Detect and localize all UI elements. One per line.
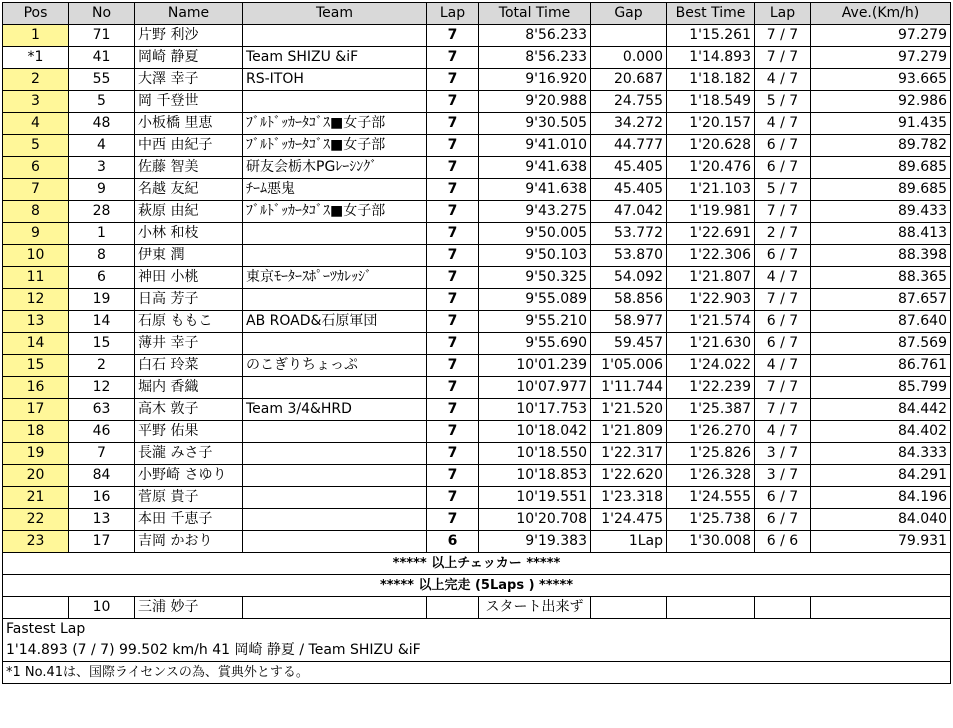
team-cell: ﾁｰﾑ悪鬼 <box>243 179 427 201</box>
number-cell: 19 <box>69 289 135 311</box>
best-time-cell: 1'18.549 <box>667 91 755 113</box>
team-cell <box>243 443 427 465</box>
best-time-cell: 1'22.239 <box>667 377 755 399</box>
position-cell: 21 <box>3 487 69 509</box>
total-time-cell: 9'30.505 <box>479 113 591 135</box>
average-speed-cell: 86.761 <box>811 355 951 377</box>
best-lap-cell: 5 / 7 <box>755 179 811 201</box>
average-speed-cell: 85.799 <box>811 377 951 399</box>
team-cell <box>243 465 427 487</box>
best-lap-cell: 3 / 7 <box>755 465 811 487</box>
best-lap-cell: 4 / 7 <box>755 69 811 91</box>
average-speed-cell: 88.413 <box>811 223 951 245</box>
position-cell: 11 <box>3 267 69 289</box>
position-cell: 8 <box>3 201 69 223</box>
number-cell: 17 <box>69 531 135 553</box>
total-time-cell: 9'55.690 <box>479 333 591 355</box>
laps-cell: 7 <box>427 421 479 443</box>
total-time-cell: 9'41.638 <box>479 179 591 201</box>
laps-cell: 7 <box>427 69 479 91</box>
header-best-time: Best Time <box>667 3 755 25</box>
average-speed-cell: 84.402 <box>811 421 951 443</box>
gap-cell: 45.405 <box>591 179 667 201</box>
number-cell: 84 <box>69 465 135 487</box>
best-lap-cell: 2 / 7 <box>755 223 811 245</box>
average-speed-cell: 97.279 <box>811 25 951 47</box>
team-cell <box>243 91 427 113</box>
best-time-cell: 1'14.893 <box>667 47 755 69</box>
total-time-cell: 9'55.210 <box>479 311 591 333</box>
table-row <box>3 113 951 135</box>
gap-cell: 58.977 <box>591 311 667 333</box>
gap-cell: 47.042 <box>591 201 667 223</box>
best-time-cell: 1'25.738 <box>667 509 755 531</box>
team-cell: ﾌﾞﾙﾄﾞｯｶｰﾀｺﾞｽ■女子部 <box>243 135 427 157</box>
number-cell: 48 <box>69 113 135 135</box>
name-cell: 本田 千恵子 <box>135 509 243 531</box>
name-cell: 小板橋 里恵 <box>135 113 243 135</box>
gap-cell: 44.777 <box>591 135 667 157</box>
name-cell: 薄井 幸子 <box>135 333 243 355</box>
laps-cell: 7 <box>427 135 479 157</box>
gap-cell: 1'05.006 <box>591 355 667 377</box>
team-cell: 東京ﾓｰﾀｰｽﾎﾟｰﾂｶﾚｯｼﾞ <box>243 267 427 289</box>
total-time-cell: 9'16.920 <box>479 69 591 91</box>
number-cell: 9 <box>69 179 135 201</box>
average-speed-cell: 97.279 <box>811 47 951 69</box>
gap-cell: 59.457 <box>591 333 667 355</box>
gap-cell: 1'24.475 <box>591 509 667 531</box>
laps-cell: 7 <box>427 157 479 179</box>
table-row <box>3 509 951 531</box>
best-time-cell: 1'24.022 <box>667 355 755 377</box>
average-speed-cell: 87.640 <box>811 311 951 333</box>
best-time-cell: 1'20.157 <box>667 113 755 135</box>
table-row <box>3 421 951 443</box>
table-row <box>3 531 951 553</box>
dns-status: スタート出来ず <box>479 597 591 619</box>
position-cell: 3 <box>3 91 69 113</box>
gap-cell: 53.772 <box>591 223 667 245</box>
average-speed-cell: 87.657 <box>811 289 951 311</box>
total-time-cell: 9'41.638 <box>479 157 591 179</box>
best-time-cell: 1'15.261 <box>667 25 755 47</box>
total-time-cell: 9'19.383 <box>479 531 591 553</box>
best-lap-cell: 7 / 7 <box>755 399 811 421</box>
total-time-cell: 8'56.233 <box>479 25 591 47</box>
laps-cell: 7 <box>427 223 479 245</box>
laps-cell: 7 <box>427 377 479 399</box>
total-time-cell: 9'43.275 <box>479 201 591 223</box>
table-row <box>3 487 951 509</box>
laps-cell: 7 <box>427 465 479 487</box>
position-cell: 17 <box>3 399 69 421</box>
number-cell: 1 <box>69 223 135 245</box>
average-speed-cell: 84.291 <box>811 465 951 487</box>
gap-cell: 1'22.317 <box>591 443 667 465</box>
laps-cell: 7 <box>427 179 479 201</box>
best-time-cell: 1'24.555 <box>667 487 755 509</box>
position-cell: 4 <box>3 113 69 135</box>
average-speed-cell: 88.398 <box>811 245 951 267</box>
team-cell <box>243 25 427 47</box>
dns-no: 10 <box>69 597 135 619</box>
total-time-cell: 10'01.239 <box>479 355 591 377</box>
results-body <box>3 25 951 553</box>
best-lap-cell: 4 / 7 <box>755 267 811 289</box>
total-time-cell: 10'18.853 <box>479 465 591 487</box>
team-cell: AB ROAD&石原軍団 <box>243 311 427 333</box>
average-speed-cell: 84.040 <box>811 509 951 531</box>
gap-cell: 0.000 <box>591 47 667 69</box>
number-cell: 28 <box>69 201 135 223</box>
number-cell: 5 <box>69 91 135 113</box>
results-sheet <box>2 2 950 684</box>
table-row <box>3 245 951 267</box>
total-time-cell: 10'18.550 <box>479 443 591 465</box>
position-cell: 10 <box>3 245 69 267</box>
table-row <box>3 201 951 223</box>
team-cell <box>243 421 427 443</box>
note-row <box>3 662 951 684</box>
best-lap-cell: 4 / 7 <box>755 421 811 443</box>
gap-cell: 1Lap <box>591 531 667 553</box>
best-time-cell: 1'21.807 <box>667 267 755 289</box>
total-time-cell: 10'19.551 <box>479 487 591 509</box>
average-speed-cell: 88.365 <box>811 267 951 289</box>
gap-cell: 24.755 <box>591 91 667 113</box>
team-cell <box>243 223 427 245</box>
best-lap-cell: 6 / 6 <box>755 531 811 553</box>
average-speed-cell: 89.782 <box>811 135 951 157</box>
team-cell: ﾌﾞﾙﾄﾞｯｶｰﾀｺﾞｽ■女子部 <box>243 113 427 135</box>
best-time-cell: 1'25.387 <box>667 399 755 421</box>
best-lap-cell: 6 / 7 <box>755 333 811 355</box>
laps-cell: 7 <box>427 245 479 267</box>
fastest-lap-detail-row <box>3 640 951 662</box>
results-table <box>2 2 951 684</box>
average-speed-cell: 89.685 <box>811 179 951 201</box>
name-cell: 平野 佑果 <box>135 421 243 443</box>
table-row <box>3 465 951 487</box>
best-lap-cell: 7 / 7 <box>755 289 811 311</box>
table-row <box>3 377 951 399</box>
number-cell: 7 <box>69 443 135 465</box>
name-cell: 萩原 由紀 <box>135 201 243 223</box>
gap-cell: 1'23.318 <box>591 487 667 509</box>
name-cell: 吉岡 かおり <box>135 531 243 553</box>
gap-cell: 1'21.520 <box>591 399 667 421</box>
table-row <box>3 311 951 333</box>
name-cell: 中西 由紀子 <box>135 135 243 157</box>
gap-cell: 34.272 <box>591 113 667 135</box>
table-row <box>3 333 951 355</box>
table-row <box>3 223 951 245</box>
laps-cell: 7 <box>427 487 479 509</box>
position-cell: 23 <box>3 531 69 553</box>
dns-lap <box>427 597 479 619</box>
position-cell: *1 <box>3 47 69 69</box>
number-cell: 8 <box>69 245 135 267</box>
best-lap-cell: 6 / 7 <box>755 135 811 157</box>
table-row <box>3 179 951 201</box>
name-cell: 石原 ももこ <box>135 311 243 333</box>
total-time-cell: 8'56.233 <box>479 47 591 69</box>
average-speed-cell: 84.442 <box>811 399 951 421</box>
best-time-cell: 1'25.826 <box>667 443 755 465</box>
header-total-time: Total Time <box>479 3 591 25</box>
best-time-cell: 1'21.103 <box>667 179 755 201</box>
position-cell: 7 <box>3 179 69 201</box>
best-lap-cell: 7 / 7 <box>755 25 811 47</box>
best-lap-cell: 6 / 7 <box>755 245 811 267</box>
best-time-cell: 1'22.903 <box>667 289 755 311</box>
position-cell: 15 <box>3 355 69 377</box>
position-cell: 6 <box>3 157 69 179</box>
name-cell: 菅原 貴子 <box>135 487 243 509</box>
header-lap: Lap <box>427 3 479 25</box>
header-gap: Gap <box>591 3 667 25</box>
gap-cell: 1'11.744 <box>591 377 667 399</box>
team-cell <box>243 333 427 355</box>
checker-text: ***** 以上チェッカー ***** <box>3 553 951 575</box>
laps-cell: 7 <box>427 289 479 311</box>
name-cell: 片野 利沙 <box>135 25 243 47</box>
position-cell: 16 <box>3 377 69 399</box>
average-speed-cell: 87.569 <box>811 333 951 355</box>
position-cell: 2 <box>3 69 69 91</box>
name-cell: 佐藤 智美 <box>135 157 243 179</box>
fastest-lap-detail: 1'14.893 (7 / 7) 99.502 km/h 41 岡崎 静夏 / Team SHIZU &iF <box>3 640 951 662</box>
header-pos: Pos <box>3 3 69 25</box>
best-lap-cell: 6 / 7 <box>755 311 811 333</box>
laps-cell: 7 <box>427 443 479 465</box>
table-row <box>3 267 951 289</box>
position-cell: 19 <box>3 443 69 465</box>
gap-cell: 45.405 <box>591 157 667 179</box>
laps-cell: 7 <box>427 25 479 47</box>
name-cell: 白石 玲菜 <box>135 355 243 377</box>
laps-cell: 7 <box>427 47 479 69</box>
name-cell: 堀内 香織 <box>135 377 243 399</box>
total-time-cell: 9'50.325 <box>479 267 591 289</box>
finish-row <box>3 575 951 597</box>
total-time-cell: 10'20.708 <box>479 509 591 531</box>
laps-cell: 7 <box>427 201 479 223</box>
best-time-cell: 1'18.182 <box>667 69 755 91</box>
team-cell: RS-ITOH <box>243 69 427 91</box>
gap-cell: 54.092 <box>591 267 667 289</box>
name-cell: 小林 和枝 <box>135 223 243 245</box>
dns-row <box>3 597 951 619</box>
position-cell: 22 <box>3 509 69 531</box>
average-speed-cell: 84.196 <box>811 487 951 509</box>
team-cell: Team SHIZU &iF <box>243 47 427 69</box>
number-cell: 15 <box>69 333 135 355</box>
fastest-lap-label-row <box>3 619 951 641</box>
team-cell <box>243 289 427 311</box>
number-cell: 55 <box>69 69 135 91</box>
number-cell: 6 <box>69 267 135 289</box>
number-cell: 14 <box>69 311 135 333</box>
average-speed-cell: 93.665 <box>811 69 951 91</box>
number-cell: 71 <box>69 25 135 47</box>
name-cell: 伊東 潤 <box>135 245 243 267</box>
name-cell: 岡崎 静夏 <box>135 47 243 69</box>
team-cell <box>243 509 427 531</box>
laps-cell: 7 <box>427 355 479 377</box>
total-time-cell: 9'50.103 <box>479 245 591 267</box>
number-cell: 41 <box>69 47 135 69</box>
header-no: No <box>69 3 135 25</box>
table-row <box>3 443 951 465</box>
team-cell: 研友会栃木PGﾚｰｼﾝｸﾞ <box>243 157 427 179</box>
best-time-cell: 1'26.328 <box>667 465 755 487</box>
table-row <box>3 355 951 377</box>
laps-cell: 7 <box>427 267 479 289</box>
name-cell: 岡 千登世 <box>135 91 243 113</box>
number-cell: 46 <box>69 421 135 443</box>
dns-gap <box>591 597 667 619</box>
team-cell: Team 3/4&HRD <box>243 399 427 421</box>
total-time-cell: 9'55.089 <box>479 289 591 311</box>
laps-cell: 6 <box>427 531 479 553</box>
table-row <box>3 289 951 311</box>
header-best-lap: Lap <box>755 3 811 25</box>
best-lap-cell: 7 / 7 <box>755 47 811 69</box>
laps-cell: 7 <box>427 509 479 531</box>
best-lap-cell: 5 / 7 <box>755 91 811 113</box>
position-cell: 12 <box>3 289 69 311</box>
best-lap-cell: 3 / 7 <box>755 443 811 465</box>
dns-team <box>243 597 427 619</box>
total-time-cell: 10'17.753 <box>479 399 591 421</box>
average-speed-cell: 79.931 <box>811 531 951 553</box>
best-lap-cell: 6 / 7 <box>755 509 811 531</box>
best-time-cell: 1'30.008 <box>667 531 755 553</box>
best-lap-cell: 7 / 7 <box>755 377 811 399</box>
header-row <box>3 3 951 25</box>
average-speed-cell: 92.986 <box>811 91 951 113</box>
total-time-cell: 10'07.977 <box>479 377 591 399</box>
team-cell: ﾌﾞﾙﾄﾞｯｶｰﾀｺﾞｽ■女子部 <box>243 201 427 223</box>
gap-cell: 20.687 <box>591 69 667 91</box>
laps-cell: 7 <box>427 311 479 333</box>
name-cell: 神田 小桃 <box>135 267 243 289</box>
name-cell: 高木 敦子 <box>135 399 243 421</box>
best-time-cell: 1'19.981 <box>667 201 755 223</box>
number-cell: 63 <box>69 399 135 421</box>
name-cell: 長瀧 みさ子 <box>135 443 243 465</box>
dns-bestlap <box>755 597 811 619</box>
fastest-lap-label: Fastest Lap <box>3 619 951 641</box>
table-row <box>3 135 951 157</box>
header-average-speed: Ave.(Km/h) <box>811 3 951 25</box>
average-speed-cell: 84.333 <box>811 443 951 465</box>
number-cell: 13 <box>69 509 135 531</box>
best-time-cell: 1'22.306 <box>667 245 755 267</box>
best-lap-cell: 7 / 7 <box>755 201 811 223</box>
name-cell: 小野崎 さゆり <box>135 465 243 487</box>
laps-cell: 7 <box>427 91 479 113</box>
table-row <box>3 69 951 91</box>
table-row <box>3 91 951 113</box>
laps-cell: 7 <box>427 333 479 355</box>
dns-ave <box>811 597 951 619</box>
table-row <box>3 25 951 47</box>
total-time-cell: 10'18.042 <box>479 421 591 443</box>
header-name: Name <box>135 3 243 25</box>
number-cell: 2 <box>69 355 135 377</box>
best-lap-cell: 4 / 7 <box>755 113 811 135</box>
number-cell: 3 <box>69 157 135 179</box>
position-cell: 9 <box>3 223 69 245</box>
best-time-cell: 1'21.574 <box>667 311 755 333</box>
table-row <box>3 399 951 421</box>
number-cell: 16 <box>69 487 135 509</box>
position-cell: 20 <box>3 465 69 487</box>
team-cell <box>243 531 427 553</box>
number-cell: 4 <box>69 135 135 157</box>
gap-cell: 1'21.809 <box>591 421 667 443</box>
position-cell: 18 <box>3 421 69 443</box>
number-cell: 12 <box>69 377 135 399</box>
table-row <box>3 47 951 69</box>
name-cell: 日高 芳子 <box>135 289 243 311</box>
best-time-cell: 1'20.628 <box>667 135 755 157</box>
footnote: *1 No.41は、国際ライセンスの為、賞典外とする。 <box>3 662 951 684</box>
dns-name: 三浦 妙子 <box>135 597 243 619</box>
laps-cell: 7 <box>427 113 479 135</box>
team-cell <box>243 487 427 509</box>
best-time-cell: 1'22.691 <box>667 223 755 245</box>
checker-row <box>3 553 951 575</box>
total-time-cell: 9'20.988 <box>479 91 591 113</box>
best-lap-cell: 6 / 7 <box>755 157 811 179</box>
gap-cell: 53.870 <box>591 245 667 267</box>
team-cell <box>243 245 427 267</box>
total-time-cell: 9'50.005 <box>479 223 591 245</box>
best-lap-cell: 4 / 7 <box>755 355 811 377</box>
average-speed-cell: 89.685 <box>811 157 951 179</box>
average-speed-cell: 91.435 <box>811 113 951 135</box>
team-cell: のこぎりちょっぷ <box>243 355 427 377</box>
position-cell: 14 <box>3 333 69 355</box>
best-time-cell: 1'21.630 <box>667 333 755 355</box>
name-cell: 名越 友紀 <box>135 179 243 201</box>
dns-best <box>667 597 755 619</box>
average-speed-cell: 89.433 <box>811 201 951 223</box>
position-cell: 1 <box>3 25 69 47</box>
laps-cell: 7 <box>427 399 479 421</box>
team-cell <box>243 377 427 399</box>
best-time-cell: 1'20.476 <box>667 157 755 179</box>
gap-cell: 58.856 <box>591 289 667 311</box>
gap-cell <box>591 25 667 47</box>
gap-cell: 1'22.620 <box>591 465 667 487</box>
position-cell: 13 <box>3 311 69 333</box>
position-cell: 5 <box>3 135 69 157</box>
best-time-cell: 1'26.270 <box>667 421 755 443</box>
finish-text: ***** 以上完走 (5Laps ) ***** <box>3 575 951 597</box>
total-time-cell: 9'41.010 <box>479 135 591 157</box>
best-lap-cell: 6 / 7 <box>755 487 811 509</box>
header-team: Team <box>243 3 427 25</box>
table-row <box>3 157 951 179</box>
name-cell: 大澤 幸子 <box>135 69 243 91</box>
dns-pos <box>3 597 69 619</box>
